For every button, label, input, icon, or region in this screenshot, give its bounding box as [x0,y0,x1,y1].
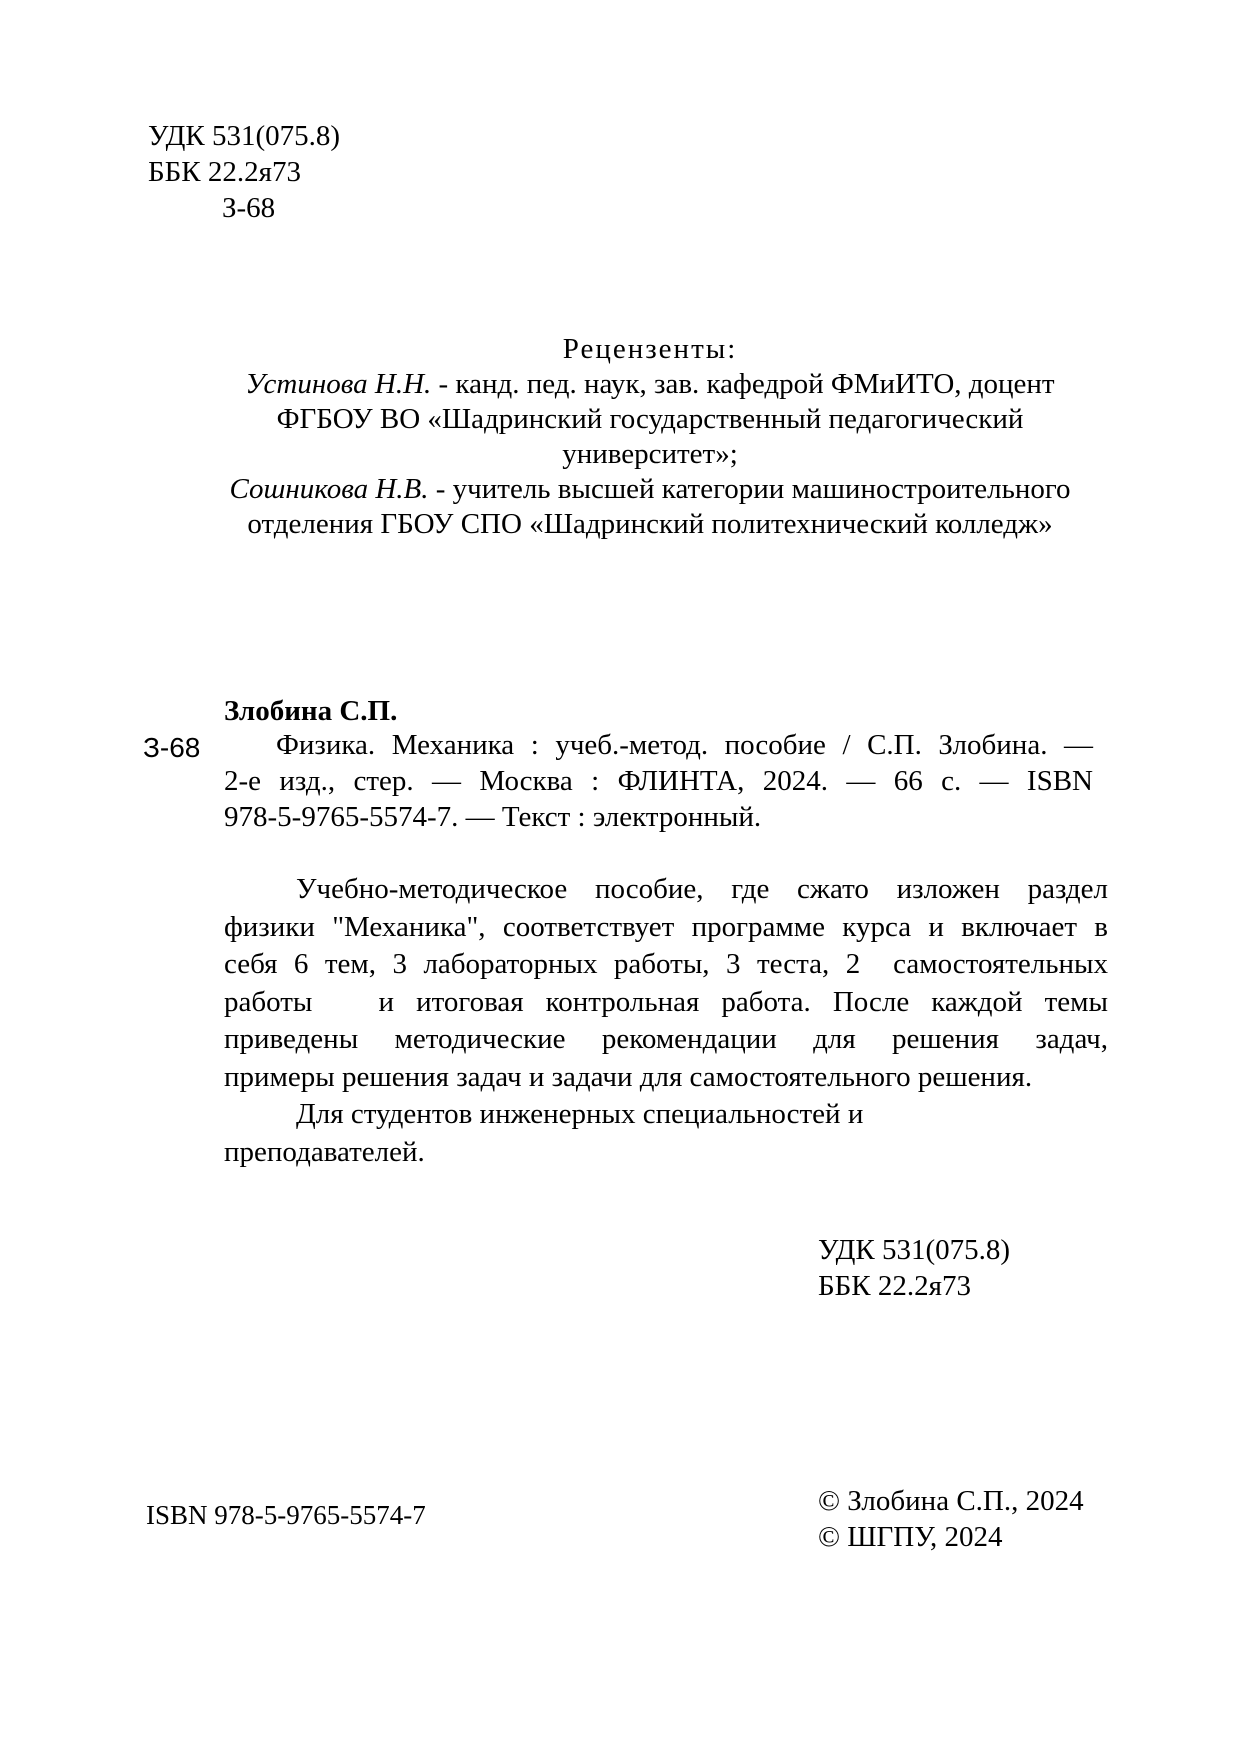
reviewers-title: Рецензенты: [562,333,738,365]
top-bbk-code: ББК 22.2я73 [148,156,301,188]
top-classification-codes [148,118,340,226]
biblio-line: Физика. Механика : учеб.-метод. пособие / С.П. Злобина. — [276,729,1093,761]
reviewer-1-credentials: - канд. пед. наук, зав. кафедрой ФМиИТО, доцент [431,368,1055,400]
abstract-line: Учебно-методическое пособие, где сжато изложен раздел [296,873,1108,905]
copyright-organization: © ШГПУ, 2024 [818,1521,1003,1553]
reviewer-2-line-2: отделения ГБОУ СПО «Шадринский политехнический колледж» [247,508,1053,540]
copyright-author: © Злобина С.П., 2024 [818,1485,1084,1517]
audience-line-2: преподавателей. [224,1135,425,1168]
audience-line-1: Для студентов инженерных специальностей и [296,1098,864,1130]
reviewers-block [200,332,1100,542]
abstract [224,871,1108,1171]
biblio-line: 2-е изд., стер. — Москва : ФЛИНТА, 2024. — 66 с. — ISBN [224,765,1093,797]
reviewer-2-name: Сошникова Н.В. [229,473,429,505]
biblio-line: 978-5-9765-5574-7. — Текст : электронный. [224,801,762,833]
reviewer-2-credentials: - учитель высшей категории машиностроительного [428,473,1071,505]
abstract-line: себя 6 тем, 3 лабораторных работы, 3 теста, 2 самостоятельных [224,948,1108,980]
reviewer-1-line-2: ФГБОУ ВО «Шадринский государственный педагогический [276,403,1024,435]
reviewer-1-line-1 [200,367,1100,402]
copyright-block [818,1483,1084,1555]
top-udk-code: УДК 531(075.8) [148,120,341,152]
isbn-number: ISBN 978-5-9765-5574-7 [146,1500,426,1530]
top-author-mark: З-68 [222,192,276,224]
author-heading: Злобина С.П. [224,695,398,727]
reviewer-2-line-1 [200,472,1100,507]
bottom-udk-code: УДК 531(075.8) [818,1234,1011,1266]
reviewer-1-line-3: университет»; [562,438,738,470]
reviewer-1-name: Устинова Н.Н. [245,368,432,400]
bibliographic-description [224,727,1093,835]
abstract-line: приведены методические рекомендации для решения задач, [224,1023,1108,1055]
abstract-line: физики "Механика", соответствует программе курса и включает в [224,910,1108,943]
bottom-classification-codes [818,1232,1010,1304]
abstract-line: работы и итоговая контрольная работа. После каждой темы [224,985,1108,1018]
bottom-bbk-code: ББК 22.2я73 [818,1270,971,1302]
abstract-line: примеры решения задач и задачи для самостоятельного решения. [224,1060,1033,1093]
author-mark-side: З-68 [143,732,201,763]
